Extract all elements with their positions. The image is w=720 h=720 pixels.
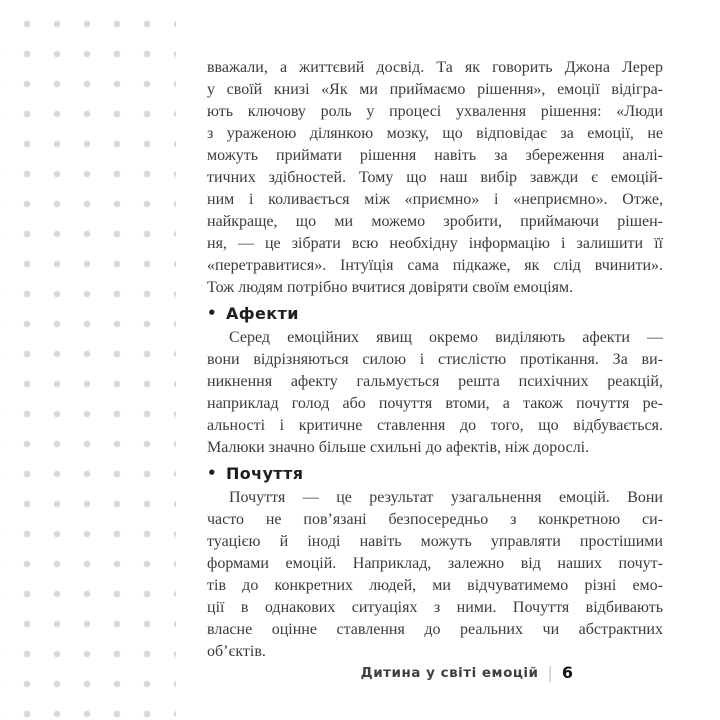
footer-divider: |: [547, 663, 553, 682]
bullet-icon: •: [207, 304, 217, 322]
paragraph-decisions: вважали, а життєвий досвід. Та як говорить Джона Лерер у своїй книзі «Як ми приймаємо рішення», емоції відігра- ють ключову роль у процесі ухвалення рішення: «Люди з ураженою ділянкою мозку, що відповідає за емоції, не можуть приймати рішення навіть за збереження аналі- тичних здібностей. Тому що наш вибір завжди є емоцій- ним і коливається між «приємно» і «неприємно». Отже, найкраще, що ми можемо зробити, приймаючи рішен- ня, — це зібрати всю необхідну інформацію і залишити її «перетравитися». Інтуїція сама підкаже, як слід вчинити». Тож людям потрібно вчитися довіряти своїм емоціям.: [207, 59, 663, 296]
section-heading-feelings: [207, 464, 663, 483]
page-content: [207, 57, 663, 663]
section-title: Почуття: [226, 464, 304, 483]
paragraph-feelings: Почуття — це результат узагальнення емоцій. Вони часто не пов’язані безпосередньо з конкретною си- туацією й іноді навіть можуть управляти простішими формами емоцій. Наприклад, залежно від наших почут- тів до конкретних людей, ми відчуватимемо різні емо- ції в однакових ситуаціях з ними. Почуття відбивають власне оцінне ставлення до реальних чи абстрактних об’єктів.: [207, 489, 663, 660]
footer-book-title: Дитина у світі емоцій: [360, 664, 539, 681]
footer-page-number: 6: [561, 663, 573, 682]
page-footer: [361, 663, 573, 682]
dot-pattern: [0, 0, 176, 720]
section-title: Афекти: [226, 304, 299, 323]
section-heading-affects: [207, 304, 663, 323]
paragraph-affects: Серед емоційних явищ окремо виділяють афекти — вони відрізняються силою і стислістю протікання. За ви- никнення афекту гальмується решта психічних реакцій, наприклад голод або почуття втоми, а також почуття ре- альності і критичне ставлення до того, що відбувається. Малюки значно більше схильні до афектів, ніж дорослі.: [207, 329, 663, 456]
bullet-icon: •: [207, 464, 217, 482]
